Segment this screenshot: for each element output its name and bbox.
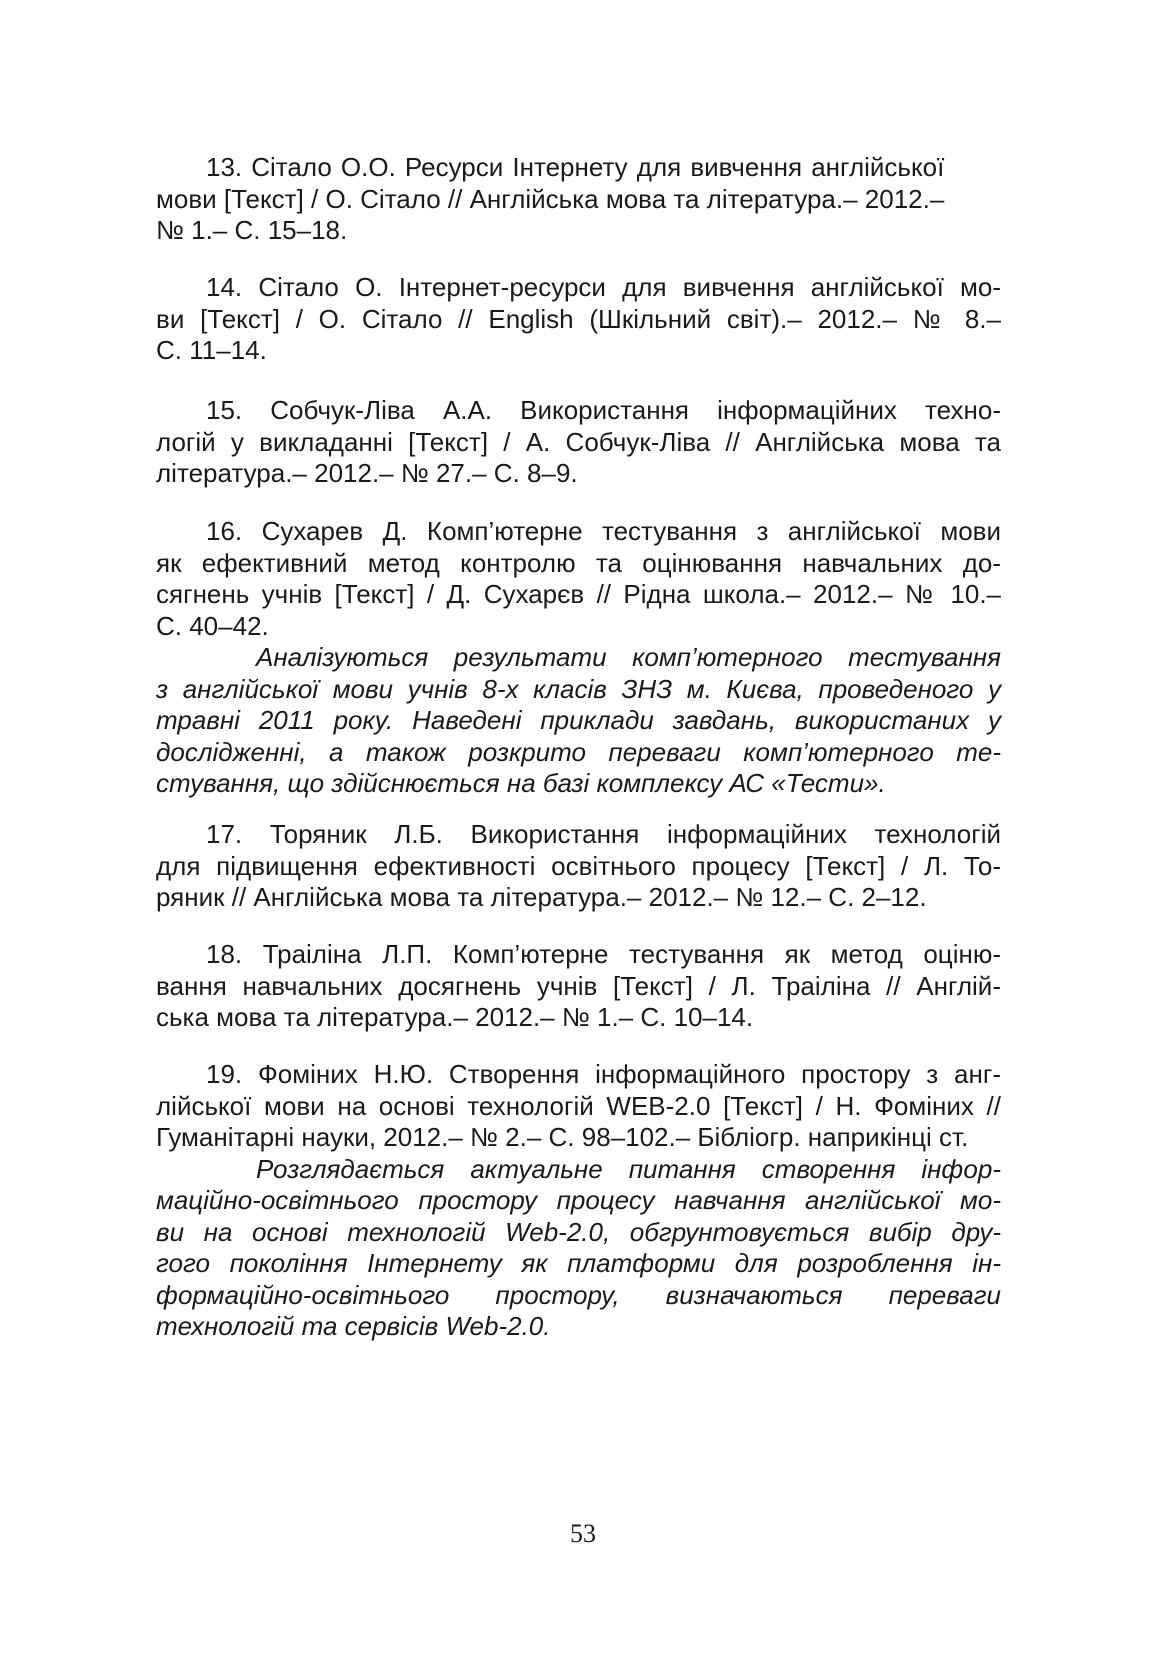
annotation-line: гого покоління Інтернету як платформи для розроблення ін- [156, 1248, 1001, 1278]
bibliography-entry-14 [156, 272, 1001, 367]
annotation-line: ви на основі технологій Web-2.0, обгрунтовується вибір дру- [156, 1216, 1001, 1247]
annotation-line: дослідженні, а також розкрито переваги комп’ютерного те- [156, 736, 1001, 767]
entry-line: мови [Текст] / О. Сітало // Англійська мова та література.– 2012.– [156, 183, 945, 214]
entry-line: для підвищення ефективності освітнього процесу [Текст] / Л. То- [156, 850, 1001, 881]
entry-line: С. 11–14. [156, 335, 267, 365]
entry-line: № 1.– С. 15–18. [156, 215, 348, 245]
annotation-line: технологій та сервісів Web-2.0. [156, 1311, 551, 1341]
entry-line: Гуманітарні науки, 2012.– № 2.– С. 98–102.– Бібліогр. наприкінці ст. [156, 1122, 969, 1152]
bibliography-entry-16 [156, 516, 1001, 800]
entry-line: 17. Торяник Л.Б. Використання інформаційних технологій [206, 819, 1001, 849]
entry-line: ська мова та література.– 2012.– № 1.– С. 10–14. [156, 1002, 754, 1032]
entry-annotation [156, 1154, 1001, 1343]
entry-line: вання навчальних досягнень учнів [Текст] / Л. Траіліна // Англій- [156, 970, 1001, 1001]
entry-line: ряник // Англійська мова та література.– 2012.– № 12.– С. 2–12. [156, 882, 927, 912]
bibliography-entry-15 [156, 395, 1001, 490]
annotation-line: Аналізуються результати комп’ютерного тестування [256, 642, 1001, 672]
entry-line: 19. Фоміних Н.Ю. Створення інформаційного простору з анг- [206, 1059, 1001, 1089]
page-number: 53 [570, 1519, 596, 1548]
annotation-line: маційно-освітнього простору процесу навчання англійської мо- [156, 1185, 1001, 1215]
entry-line: література.– 2012.– № 27.– С. 8–9. [156, 458, 578, 488]
entry-line: 15. Собчук-Ліва А.А. Використання інформаційних техно- [206, 395, 1001, 425]
entry-line: 16. Сухарев Д. Комп’ютерне тестування з англійської мови [206, 516, 1001, 546]
entry-line: сягнень учнів [Текст] / Д. Сухарєв // Рідна школа.– 2012.– № 10.– [156, 579, 1001, 609]
bibliography-entry-18 [156, 939, 1001, 1034]
entry-line: логій у викладанні [Текст] / А. Собчук-Ліва // Англійська мова та [156, 426, 1001, 457]
entry-line: як ефективний метод контролю та оцінювання навчальних до- [156, 547, 1001, 578]
entry-citation [156, 516, 1001, 642]
entry-line: 14. Сітало О. Інтернет-ресурси для вивчення англійської мо- [206, 272, 1001, 302]
entry-line: ви [Текст] / О. Сітало // English (Шкільний світ).– 2012.– № 8.– [156, 303, 1001, 334]
annotation-line: травні 2011 року. Наведені приклади завдань, використаних у [156, 705, 1001, 735]
annotation-line: з англійської мови учнів 8-х класів ЗНЗ м. Києва, проведеного у [156, 673, 1001, 704]
entry-line: 13. Сітало О.О. Ресурси Інтернету для вивчення англійської [206, 152, 945, 182]
annotation-line: формаційно-освітнього простору, визначаються переваги [156, 1279, 1001, 1310]
annotation-line: стування, що здійснюється на базі комплексу АС «Тести». [156, 768, 886, 798]
bibliography-entry-17 [156, 819, 1001, 914]
entry-line: лійської мови на основі технологій WEB-2.0 [Текст] / Н. Фоміних // [156, 1090, 1001, 1121]
entry-line: С. 40–42. [156, 610, 269, 641]
annotation-line: Розглядається актуальне питання створення інфор- [256, 1153, 1001, 1184]
bibliography-entry-13 [156, 152, 944, 247]
entry-citation [156, 1059, 1001, 1154]
entry-line: 18. Траіліна Л.П. Комп’ютерне тестування як метод оціню- [206, 939, 1001, 969]
entry-annotation [156, 642, 1001, 800]
bibliography-entry-19 [156, 1059, 1001, 1343]
